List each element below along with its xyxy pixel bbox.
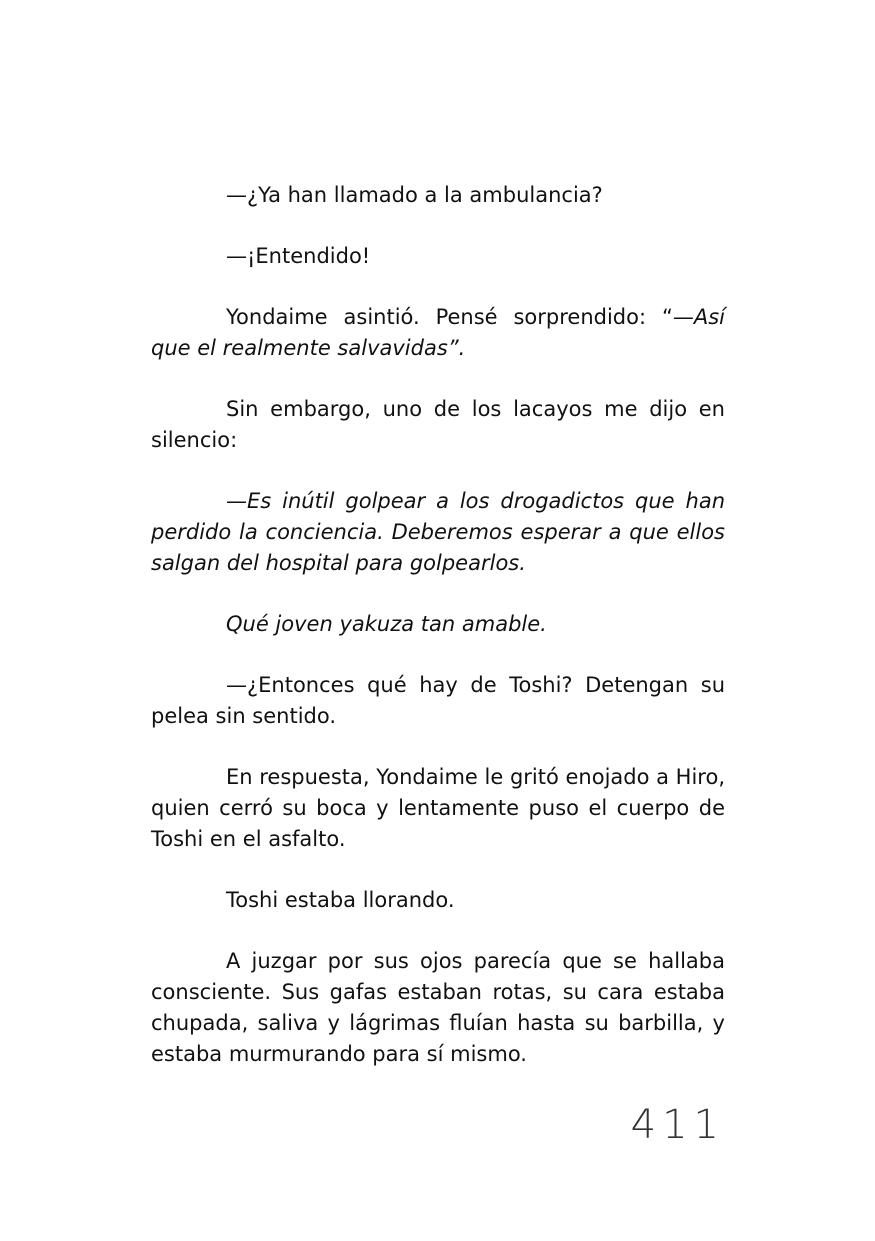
paragraph-6: Qué joven yakuza tan amable. <box>226 612 547 636</box>
paragraph-2: —¡Entendido! <box>226 244 371 268</box>
paragraph-3-normal: Yondaime asintió. Pensé sorprendido: “ <box>226 305 673 329</box>
paragraph-8: En respuesta, Yondaime le gritó enojado a Hiro, quien cerró su boca y lentamente puso el cuerpo de Toshi en el asfalto. <box>151 765 726 851</box>
paragraph-4: Sin embargo, uno de los lacayos me dijo en silencio: <box>151 397 725 452</box>
paragraph-10: A juzgar por sus ojos parecía que se hallaba consciente. Sus gafas estaban rotas, su cara estaba chupada, saliva y lágrimas fluían hasta su barbilla, y estaba murmurando para sí mismo. <box>151 949 725 1066</box>
paragraph-1: —¿Ya han llamado a la ambulancia? <box>226 183 603 207</box>
paragraph-3 <box>151 302 725 364</box>
paragraph-5-italic: Es inútil golpear a los drogadictos que han perdido la conciencia. Deberemos esperar a que ellos salgan del hospital para golpearlos. <box>151 489 725 575</box>
paragraph-9: Toshi estaba llorando. <box>226 888 455 912</box>
paragraph-5 <box>151 486 725 579</box>
paragraph-7: —¿Entonces qué hay de Toshi? Detengan su pelea sin sentido. <box>151 673 725 728</box>
paragraph-3-italic: —Así que el realmente salvavidas <box>151 305 725 360</box>
paragraph-3-tail: ”. <box>447 336 466 360</box>
paragraph-5-normal: — <box>226 489 247 513</box>
page-number: 411 <box>630 1102 725 1148</box>
body-text <box>151 180 725 1100</box>
